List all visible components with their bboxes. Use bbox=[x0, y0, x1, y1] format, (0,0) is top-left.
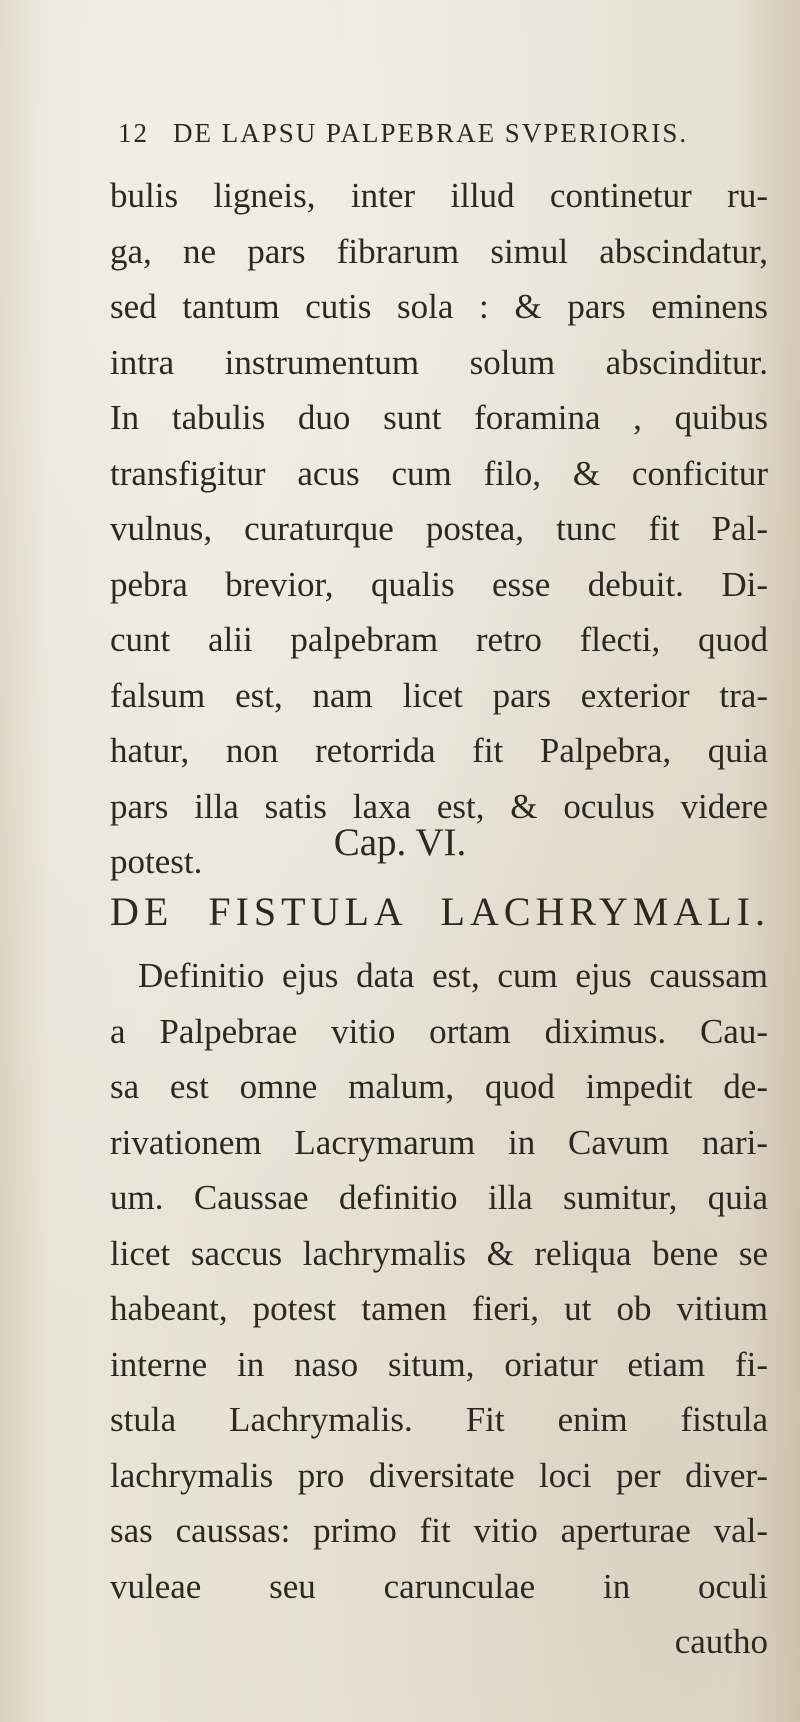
text-line: stula Lachrymalis. Fit enim fistula bbox=[110, 1400, 768, 1439]
text-line: ga, ne pars fibrarum simul abscindatur, bbox=[110, 231, 768, 271]
text-line: lachrymalis pro diversitate loci per diver- bbox=[110, 1455, 768, 1495]
text-line: transfigitur acus cum filo, & conficitur bbox=[110, 453, 768, 493]
text-line: sas caussas: primo fit vitio aperturae val- bbox=[110, 1511, 768, 1550]
text-line: potest. bbox=[110, 842, 203, 881]
text-line: hatur, non retorrida fit Palpebra, quia bbox=[110, 731, 768, 770]
text-line: licet saccus lachrymalis & reliqua bene se bbox=[110, 1233, 768, 1273]
text-line: a Palpebrae vitio ortam diximus. Cau- bbox=[110, 1011, 768, 1051]
section-title: DE FISTULA LACHRYMALI. bbox=[110, 889, 770, 934]
text-line: interne in naso situm, oriatur etiam fi- bbox=[110, 1344, 768, 1384]
text-line: falsum est, nam licet pars exterior tra- bbox=[110, 675, 768, 715]
text-line: bulis ligneis, inter illud continetur ru- bbox=[110, 176, 768, 215]
text-line: intra instrumentum solum abscinditur. bbox=[110, 342, 768, 382]
running-title: DE LAPSU PALPEBRAE SVPERIORIS. bbox=[173, 118, 689, 148]
page-number: 12 bbox=[118, 118, 149, 148]
text-line: um. Caussae definitio illa sumitur, quia bbox=[110, 1178, 768, 1217]
text-line: habeant, potest tamen fieri, ut ob vitium bbox=[110, 1289, 768, 1328]
text-line: sed tantum cutis sola : & pars eminens bbox=[110, 287, 768, 326]
text-line: sa est omne malum, quod impedit de- bbox=[110, 1067, 768, 1106]
text-line: vuleae seu carunculae in oculi bbox=[110, 1566, 768, 1606]
text-line: cunt alii palpebram retro flecti, quod bbox=[110, 620, 768, 659]
paragraph-fistula bbox=[110, 948, 768, 1670]
text-line: rivationem Lacrymarum in Cavum nari- bbox=[110, 1122, 768, 1162]
running-head bbox=[118, 118, 758, 149]
text-line: In tabulis duo sunt foramina , quibus bbox=[110, 398, 768, 437]
text-line: pars illa satis laxa est, & oculus videre bbox=[110, 786, 768, 826]
text-line: vulnus, curaturque postea, tunc fit Pal- bbox=[110, 509, 768, 548]
catchword: cautho bbox=[674, 1622, 768, 1661]
text-line: Definitio ejus data est, cum ejus caussam bbox=[138, 956, 768, 995]
text-line: pebra brevior, qualis esse debuit. Di- bbox=[110, 564, 768, 604]
paragraph-continued bbox=[110, 168, 768, 890]
chapter-heading: Cap. VI. bbox=[333, 821, 467, 864]
